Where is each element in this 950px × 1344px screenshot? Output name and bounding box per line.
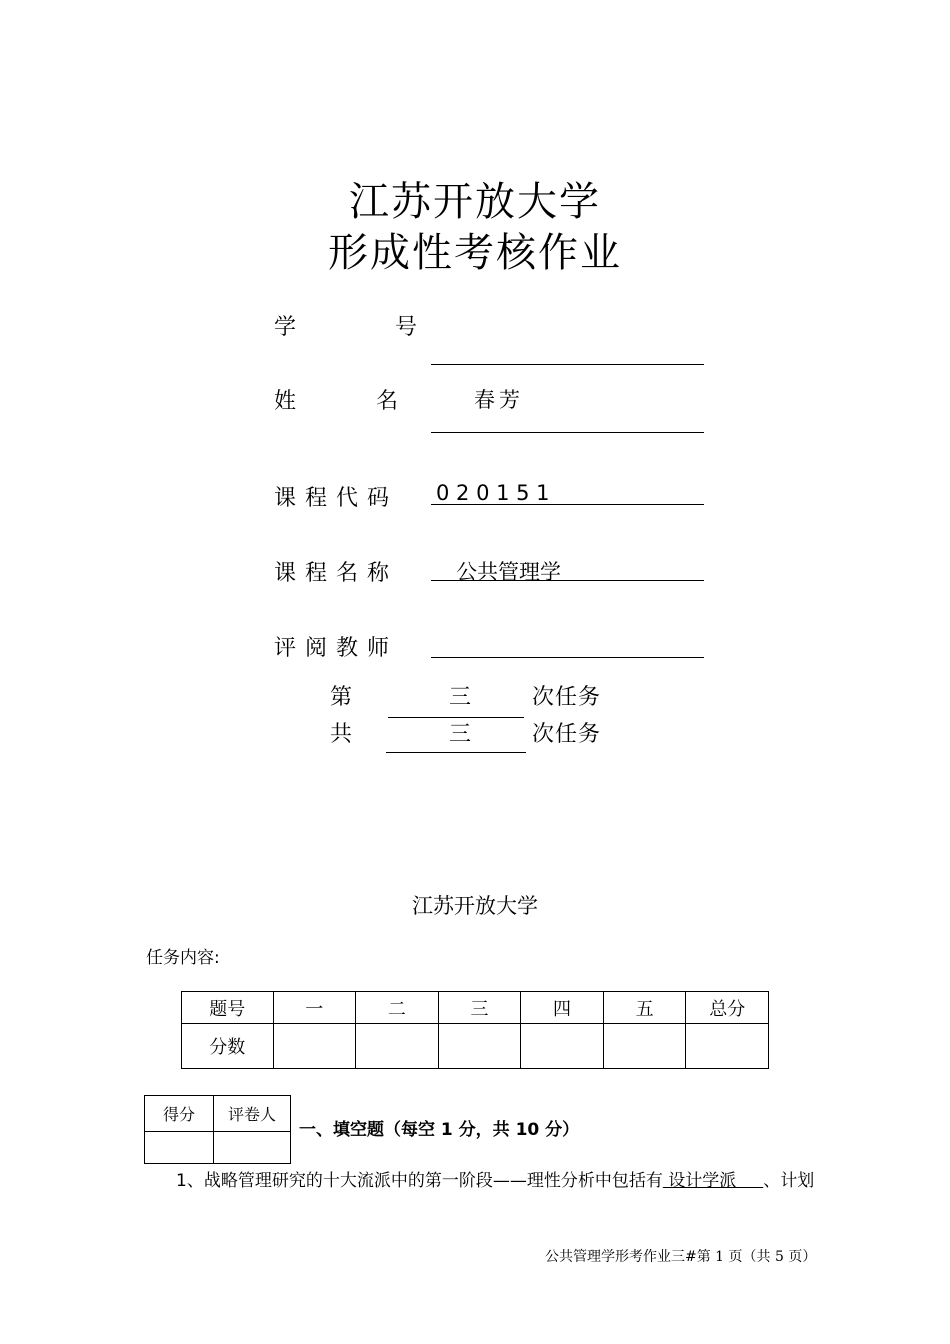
score-header-total: 总分 xyxy=(686,992,769,1024)
grade-score-label: 得分 xyxy=(145,1096,214,1132)
current-task-suffix: 次任务 xyxy=(532,685,602,710)
question-1-suffix: 、计划 xyxy=(763,1171,815,1191)
score-cell-1[interactable] xyxy=(273,1024,356,1069)
total-task-prefix: 共 xyxy=(330,722,354,747)
course-name-value[interactable]: 公共管理学 xyxy=(456,560,561,584)
teacher-label: 评 阅 教 师 xyxy=(274,636,390,661)
current-task-prefix: 第 xyxy=(330,685,354,710)
score-header-2: 二 xyxy=(356,992,439,1024)
score-header-question-no: 题号 xyxy=(182,992,274,1024)
page-footer: 公共管理学形考作业三#第 1 页（共 5 页） xyxy=(545,1249,817,1265)
question-1-answer: 设计学派 xyxy=(662,1171,764,1191)
score-cell-2[interactable] xyxy=(356,1024,439,1069)
course-name-underline xyxy=(431,580,704,581)
fill-in-blank-heading: 一、填空题（每空 1 分，共 10 分） xyxy=(299,1120,580,1140)
total-task-suffix: 次任务 xyxy=(532,722,602,747)
name-value[interactable]: 春芳 xyxy=(474,388,524,412)
university-title: 江苏开放大学 xyxy=(349,179,601,225)
score-table xyxy=(181,991,769,1069)
name-label-char-2: 名 xyxy=(376,389,400,414)
score-header-3: 三 xyxy=(438,992,521,1024)
score-cell-3[interactable] xyxy=(438,1024,521,1069)
score-cell-5[interactable] xyxy=(603,1024,686,1069)
question-1 xyxy=(176,1166,814,1191)
student-id-label-char-1: 学 xyxy=(274,315,298,340)
grade-grader-cell[interactable] xyxy=(214,1132,291,1164)
teacher-underline xyxy=(431,657,704,658)
course-code-value[interactable]: 0 2 0 1 5 1 xyxy=(436,481,550,505)
name-label-char-1: 姓 xyxy=(274,389,298,414)
total-task-underline xyxy=(386,752,526,753)
student-id-label-char-2: 号 xyxy=(395,315,419,340)
course-code-underline xyxy=(431,504,704,505)
score-row-label: 分数 xyxy=(182,1024,274,1069)
grade-grader-label: 评卷人 xyxy=(214,1096,291,1132)
grade-box xyxy=(144,1095,291,1164)
document-title: 形成性考核作业 xyxy=(328,230,622,276)
score-header-5: 五 xyxy=(603,992,686,1024)
task-content-label: 任务内容: xyxy=(146,948,220,968)
name-underline xyxy=(431,432,704,433)
course-name-label: 课 程 名 称 xyxy=(274,561,390,586)
section-university-title: 江苏开放大学 xyxy=(412,894,538,918)
question-1-prefix: 1、战略管理研究的十大流派中的第一阶段——理性分析中包括有 xyxy=(176,1171,663,1191)
course-code-label: 课 程 代 码 xyxy=(274,486,390,511)
total-task-number: 三 xyxy=(449,722,473,747)
score-header-4: 四 xyxy=(521,992,604,1024)
score-table-header-row xyxy=(182,992,769,1024)
score-cell-4[interactable] xyxy=(521,1024,604,1069)
score-table-value-row xyxy=(182,1024,769,1069)
score-header-1: 一 xyxy=(273,992,356,1024)
student-id-underline xyxy=(431,364,704,365)
current-task-number: 三 xyxy=(449,685,473,710)
grade-score-cell[interactable] xyxy=(145,1132,214,1164)
score-cell-total[interactable] xyxy=(686,1024,769,1069)
